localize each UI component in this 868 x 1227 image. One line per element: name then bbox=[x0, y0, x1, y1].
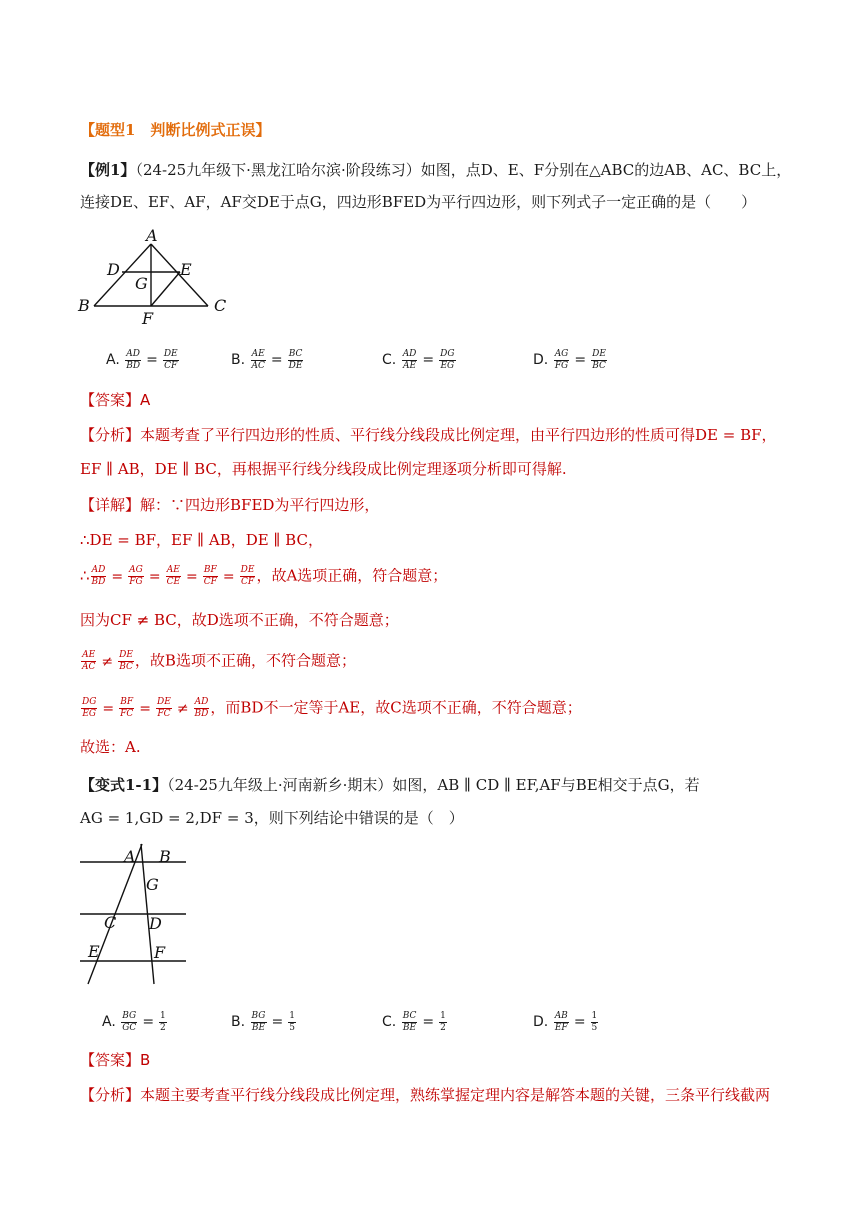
option-letter: B. bbox=[231, 1014, 246, 1030]
variant1-source: （24-25九年级上·河南新乡·期末） bbox=[167, 776, 393, 794]
label-f: F bbox=[142, 309, 154, 328]
label-c: C bbox=[214, 296, 227, 315]
option-letter: C. bbox=[382, 352, 397, 368]
variant1-tag: 【变式1-1】 bbox=[80, 776, 168, 794]
analysis-tag: 【分析】 bbox=[80, 426, 141, 444]
detail-tag: 【详解】 bbox=[80, 496, 141, 514]
variant1-option-c[interactable]: C. $\frac{BC}{BE}$ = $\frac{1}{2}$ bbox=[382, 1010, 446, 1033]
example1-answer bbox=[80, 390, 150, 410]
triangle-figure bbox=[74, 224, 234, 328]
option-letter: B. bbox=[231, 352, 246, 368]
example1-detail-line2: ∴DE = BF，EF ∥ AB，DE ∥ BC， bbox=[80, 531, 323, 549]
example1-analysis-line2: EF ∥ AB，DE ∥ BC，再根据平行线分线段成比例定理逐项分析即可得解. bbox=[80, 460, 567, 478]
answer-tag: 【答案】 bbox=[80, 391, 141, 409]
label-e: E bbox=[88, 942, 100, 961]
variant1-option-d[interactable]: D. $\frac{AB}{EF}$ = $\frac{1}{5}$ bbox=[533, 1010, 598, 1033]
segment-ef bbox=[151, 272, 180, 306]
label-g: G bbox=[146, 875, 159, 894]
option-letter: C. bbox=[382, 1014, 397, 1030]
example1-detail-line4: 因为CF ≠ BC，故D选项不正确，不符合题意； bbox=[80, 611, 399, 629]
analysis-text: 本题主要考查平行线分线段成比例定理，熟练掌握定理内容是解答本题的关键，三条平行线截两 bbox=[140, 1086, 771, 1104]
detail-text: 解：∵四边形BFED为平行四边形， bbox=[140, 496, 380, 514]
example1-detail-line5: $\frac{AE}{AC}$ ≠ $\frac{DE}{BC}$ ，故B选项不正确，不符合题意； bbox=[82, 650, 356, 672]
label-f: F bbox=[154, 943, 166, 962]
answer-value: B bbox=[140, 1051, 151, 1069]
parallel-lines-figure bbox=[76, 840, 194, 990]
variant1-option-b[interactable]: B. $\frac{BG}{BE}$ = $\frac{1}{5}$ bbox=[231, 1010, 295, 1033]
answer-tag: 【答案】 bbox=[80, 1051, 141, 1069]
label-a: A bbox=[146, 226, 158, 245]
example1-detail-line6: $\frac{DG}{EG}$ = $\frac{BF}{FC}$ = $\frac{DE}{FC}$ ≠ $\frac{AD}{BD}$ ，而BD不一定等于AE，故C选项不正确，不符合题意； bbox=[82, 697, 582, 719]
example1-option-b[interactable]: B. $\frac{AE}{AC}$ = $\frac{BC}{DE}$ bbox=[231, 348, 303, 371]
variant1-line1 bbox=[80, 775, 700, 795]
example1-question-line1: 如图，点D、E、F分别在△ABC的边AB、AC、BC上， bbox=[420, 161, 792, 179]
variant1-answer bbox=[80, 1050, 150, 1070]
option-letter: A. bbox=[102, 1014, 116, 1030]
variant1-analysis-line1 bbox=[80, 1085, 770, 1105]
option-letter: D. bbox=[533, 352, 549, 368]
label-e: E bbox=[180, 260, 192, 279]
analysis-text: 本题考查了平行四边形的性质、平行线分线段成比例定理，由平行四边形的性质可得DE = BF， bbox=[140, 426, 777, 444]
variant1-question-line1: 如图，AB ∥ CD ∥ EF,AF与BE相交于点G，若 bbox=[392, 776, 700, 794]
example1-detail-line1 bbox=[80, 495, 379, 515]
example1-detail-line3: ∴ $\frac{AD}{BD}$ = $\frac{AG}{FG}$ = $\frac{AE}{CE}$ = $\frac{BF}{CF}$ = $\frac{DE}{CF}$ ，故A选项正确，符合题意； bbox=[80, 565, 448, 587]
label-a: A bbox=[124, 847, 136, 866]
example1-option-a[interactable]: A. $\frac{AD}{BD}$ = $\frac{DE}{CF}$ bbox=[106, 348, 178, 371]
label-c: C bbox=[104, 913, 117, 932]
label-d: D bbox=[107, 260, 120, 279]
example1-analysis-line1 bbox=[80, 425, 777, 445]
example1-option-c[interactable]: C. $\frac{AD}{AE}$ = $\frac{DG}{EG}$ bbox=[382, 348, 455, 371]
example1-question-line2: 连接DE、EF、AF，AF交DE于点G，四边形BFED为平行四边形，则下列式子一定正确的是（ ） bbox=[80, 193, 757, 211]
example1-option-d[interactable]: D. $\frac{AG}{FG}$ = $\frac{DE}{BC}$ bbox=[533, 348, 606, 371]
example1-source: （24-25九年级下·黑龙江哈尔滨·阶段练习） bbox=[135, 161, 421, 179]
analysis-tag: 【分析】 bbox=[80, 1086, 141, 1104]
example1-conclusion: 故选：A. bbox=[80, 738, 141, 756]
label-g: G bbox=[135, 274, 148, 293]
example1-tag: 【例1】 bbox=[80, 161, 136, 179]
variant1-question-line2: AG = 1,GD = 2,DF = 3，则下列结论中错误的是（ ） bbox=[80, 809, 464, 827]
variant1-option-a[interactable]: A. $\frac{BG}{GC}$ = $\frac{1}{2}$ bbox=[102, 1010, 166, 1033]
label-b: B bbox=[159, 847, 171, 866]
label-d: D bbox=[149, 914, 162, 933]
section-title: 【题型1 判断比例式正误】 bbox=[80, 121, 271, 139]
answer-value: A bbox=[140, 391, 151, 409]
option-letter: A. bbox=[106, 352, 120, 368]
option-letter: D. bbox=[533, 1014, 549, 1030]
label-b: B bbox=[78, 296, 90, 315]
example1-line1 bbox=[80, 160, 791, 180]
